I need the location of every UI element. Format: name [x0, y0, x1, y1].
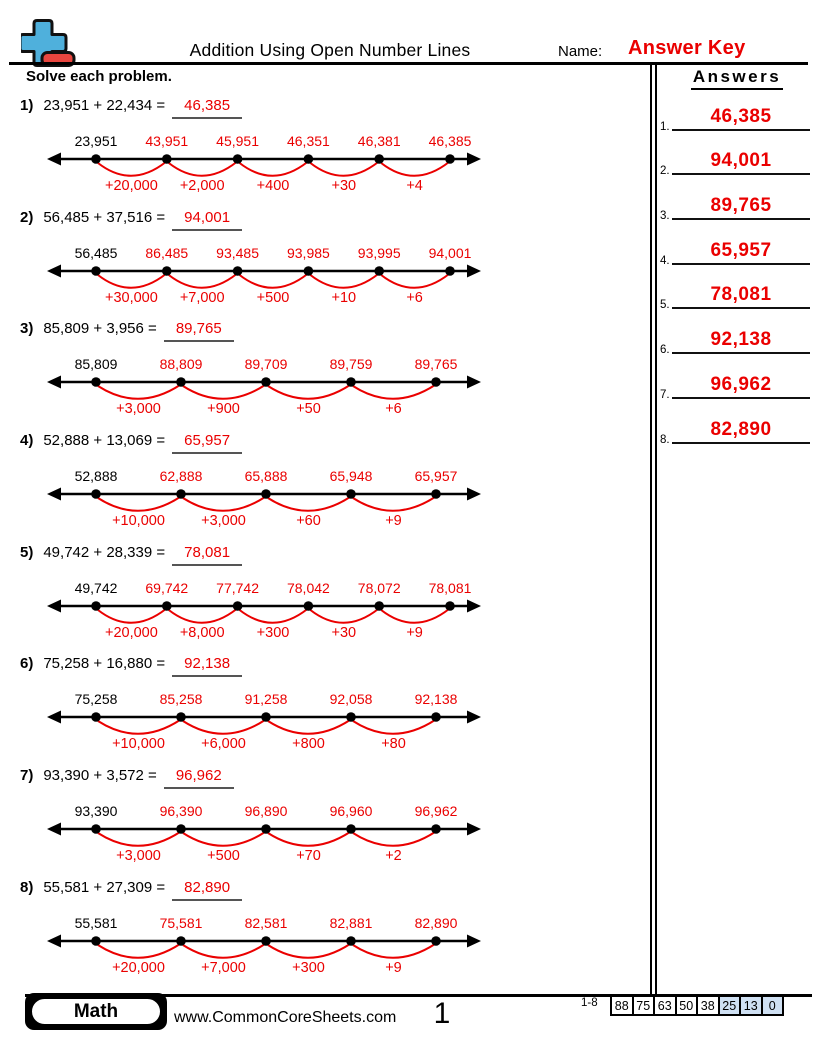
- answer-value: 89,765: [175, 320, 222, 338]
- problem-5: [18, 542, 648, 654]
- hop-arc: [381, 274, 449, 288]
- hop-label: +10: [331, 289, 357, 306]
- hop-label: +30,000: [104, 289, 158, 306]
- hop-arc: [98, 720, 180, 734]
- point-dot: [162, 154, 172, 164]
- point-dot: [374, 266, 384, 276]
- hop-label: +10,000: [112, 513, 165, 530]
- hop-arc: [353, 832, 435, 846]
- answer-item-6: [658, 316, 816, 361]
- problem-number: 4): [20, 432, 34, 450]
- point-dot: [91, 824, 101, 834]
- point-dot: [261, 936, 271, 946]
- point-dot: [176, 713, 186, 723]
- hop-label: +2,000: [179, 178, 225, 194]
- problem-expression: 75,258 + 16,880 =: [43, 655, 166, 673]
- answers-heading: Answers: [658, 67, 816, 93]
- answer-item-1: [658, 93, 816, 138]
- problem-statement: [18, 767, 648, 787]
- point-dot: [176, 489, 186, 499]
- hop-label: +6: [406, 289, 423, 306]
- point-label: 93,390: [74, 803, 118, 820]
- problem-6: [18, 653, 648, 765]
- right-arrow-icon: [467, 153, 481, 166]
- problem-number: 1): [20, 97, 34, 114]
- left-arrow-icon: [47, 264, 61, 277]
- hop-arc: [381, 609, 449, 623]
- point-dot: [431, 713, 441, 723]
- point-dot: [304, 601, 314, 611]
- problem-statement: [18, 209, 648, 229]
- hop-arc: [183, 385, 265, 399]
- hop-arc: [98, 609, 166, 623]
- point-label: 49,742: [74, 579, 118, 596]
- point-dot: [431, 489, 441, 499]
- answers-panel: [658, 67, 816, 451]
- point-dot: [445, 601, 455, 611]
- answer-value: 96,962: [175, 767, 222, 785]
- hop-label: +3,000: [201, 513, 246, 530]
- left-arrow-icon: [47, 823, 61, 836]
- answers-divider: [650, 65, 657, 994]
- point-dot: [162, 601, 172, 611]
- point-label: 82,581: [244, 914, 288, 931]
- hop-label: +500: [207, 848, 240, 865]
- hop-arc: [310, 162, 378, 176]
- point-label: 75,258: [74, 691, 118, 708]
- hop-arc: [381, 162, 449, 176]
- point-dot: [91, 378, 101, 388]
- point-label: 78,081: [428, 579, 472, 596]
- answer-blank: [172, 879, 242, 901]
- score-cell: 50: [676, 996, 698, 1015]
- point-dot: [162, 266, 172, 276]
- answer-item-7: [658, 361, 816, 406]
- answer-key-value: 89,765: [710, 195, 772, 217]
- answer-key-value: 65,957: [710, 239, 772, 261]
- score-cell: 25: [719, 996, 741, 1015]
- problem-number: 2): [20, 208, 34, 226]
- score-cell: 63: [654, 996, 676, 1015]
- point-label: 65,957: [414, 468, 458, 485]
- hop-arc: [98, 497, 180, 511]
- problem-7: [18, 765, 648, 877]
- point-label: 75,581: [159, 914, 203, 931]
- hop-arc: [98, 832, 180, 846]
- problem-statement: [18, 320, 648, 340]
- point-label: 92,058: [329, 691, 373, 708]
- answer-key-value: 94,001: [710, 150, 772, 172]
- score-row: [611, 996, 783, 1015]
- number-line: [46, 229, 482, 311]
- point-dot: [304, 266, 314, 276]
- problem-statement: [18, 655, 648, 675]
- answer-blank: [172, 432, 242, 454]
- left-arrow-icon: [47, 153, 61, 166]
- answer-number: 3.: [660, 210, 670, 223]
- point-dot: [374, 154, 384, 164]
- point-label: 85,258: [159, 691, 203, 708]
- point-label: 86,485: [145, 244, 189, 261]
- hop-arc: [268, 832, 350, 846]
- number-line: [46, 340, 482, 422]
- point-dot: [233, 601, 243, 611]
- point-label: 77,742: [216, 579, 260, 596]
- hop-arc: [98, 385, 180, 399]
- hop-arc: [183, 720, 265, 734]
- left-arrow-icon: [47, 599, 61, 612]
- point-dot: [431, 824, 441, 834]
- problem-expression: 85,809 + 3,956 =: [43, 320, 157, 338]
- answer-rule: [672, 240, 810, 265]
- point-label: 93,485: [216, 244, 260, 261]
- header-rule: [9, 62, 808, 65]
- point-label: 43,951: [145, 133, 189, 149]
- left-arrow-icon: [47, 934, 61, 947]
- problem-4: [18, 430, 648, 542]
- hop-arc: [98, 162, 166, 176]
- point-label: 65,948: [329, 468, 373, 485]
- website-text: www.CommonCoreSheets.com: [174, 1009, 397, 1026]
- hop-label: +30: [331, 624, 357, 641]
- answer-blank: [172, 97, 242, 119]
- point-label: 96,962: [414, 803, 458, 820]
- point-dot: [304, 154, 314, 164]
- hop-label: +7,000: [201, 959, 246, 976]
- hop-label: +70: [296, 848, 321, 865]
- hop-arc: [353, 497, 435, 511]
- hop-label: +9: [385, 959, 402, 976]
- answer-rule: [672, 329, 810, 354]
- number-line: [46, 899, 482, 981]
- answer-key-value: 78,081: [710, 284, 772, 306]
- point-dot: [346, 713, 356, 723]
- hop-label: +8,000: [179, 624, 225, 641]
- answer-item-5: [658, 272, 816, 317]
- hop-arc: [268, 385, 350, 399]
- answer-rule: [672, 195, 810, 220]
- point-label: 88,809: [159, 356, 203, 373]
- hop-arc: [183, 944, 265, 958]
- answer-number: 4.: [660, 254, 670, 267]
- hop-label: +7,000: [179, 289, 225, 306]
- point-label: 93,995: [357, 244, 401, 261]
- point-label: 91,258: [244, 691, 288, 708]
- number-line: [46, 675, 482, 757]
- hop-arc: [169, 274, 237, 288]
- point-dot: [91, 266, 101, 276]
- score-cell: 13: [740, 996, 762, 1015]
- problem-expression: 55,581 + 27,309 =: [43, 878, 166, 896]
- problem-3: [18, 318, 648, 430]
- hop-label: +20,000: [104, 624, 158, 641]
- point-label: 69,742: [145, 579, 189, 596]
- answer-number: 2.: [660, 165, 670, 178]
- hop-arc: [169, 162, 237, 176]
- page-number: 1: [433, 997, 451, 1030]
- point-dot: [346, 936, 356, 946]
- hop-label: +80: [381, 736, 406, 753]
- answer-blank: [164, 320, 234, 342]
- name-label: Name:: [558, 43, 603, 60]
- answer-item-4: [658, 227, 816, 272]
- worksheet-title: Addition Using Open Number Lines: [189, 40, 471, 60]
- point-label: 56,485: [74, 244, 118, 261]
- number-line: [46, 117, 482, 199]
- answer-value: 78,081: [184, 543, 231, 561]
- hop-arc: [240, 162, 308, 176]
- point-dot: [261, 713, 271, 723]
- number-line: [46, 787, 482, 869]
- answer-value: 92,138: [184, 655, 231, 673]
- point-dot: [233, 266, 243, 276]
- hop-arc: [268, 497, 350, 511]
- score-table: [610, 995, 784, 1016]
- left-arrow-icon: [47, 488, 61, 501]
- problem-expression: 93,390 + 3,572 =: [43, 767, 157, 785]
- point-label: 78,072: [357, 579, 401, 596]
- problem-statement: [18, 432, 648, 452]
- hop-arc: [310, 609, 378, 623]
- hop-label: +9: [385, 513, 402, 530]
- point-label: 96,890: [244, 803, 288, 820]
- hop-arc: [169, 609, 237, 623]
- hop-arc: [183, 832, 265, 846]
- answer-item-3: [658, 182, 816, 227]
- hop-label: +800: [292, 736, 325, 753]
- hop-label: +30: [331, 178, 357, 194]
- hop-label: +20,000: [104, 178, 158, 194]
- hop-label: +9: [406, 624, 423, 641]
- problem-2: [18, 207, 648, 319]
- right-arrow-icon: [467, 264, 481, 277]
- problem-statement: [18, 544, 648, 564]
- point-label: 92,138: [414, 691, 458, 708]
- answer-number: 8.: [660, 433, 670, 446]
- answer-number: 1.: [660, 120, 670, 133]
- hop-arc: [268, 720, 350, 734]
- math-badge: [25, 993, 167, 1030]
- answer-value: 46,385: [184, 97, 231, 114]
- point-dot: [91, 936, 101, 946]
- answer-item-2: [658, 138, 816, 183]
- hop-label: +10,000: [112, 736, 165, 753]
- point-dot: [91, 489, 101, 499]
- hop-label: +60: [296, 513, 321, 530]
- answers-list: [658, 93, 816, 451]
- point-dot: [431, 378, 441, 388]
- score-cell: 75: [633, 996, 655, 1015]
- problem-number: 6): [20, 655, 34, 673]
- problem-expression: 23,951 + 22,434 =: [43, 97, 166, 114]
- point-label: 46,351: [286, 133, 330, 149]
- point-dot: [261, 824, 271, 834]
- point-label: 62,888: [159, 468, 203, 485]
- point-dot: [445, 266, 455, 276]
- hop-arc: [268, 944, 350, 958]
- left-arrow-icon: [47, 711, 61, 724]
- right-arrow-icon: [467, 711, 481, 724]
- point-label: 93,985: [286, 244, 330, 261]
- point-dot: [91, 154, 101, 164]
- problem-number: 3): [20, 320, 34, 338]
- point-dot: [374, 601, 384, 611]
- point-label: 89,709: [244, 356, 288, 373]
- hop-arc: [98, 274, 166, 288]
- number-line: [46, 452, 482, 534]
- answer-item-8: [658, 406, 816, 451]
- right-arrow-icon: [467, 488, 481, 501]
- hop-arc: [310, 274, 378, 288]
- number-line: [46, 564, 482, 646]
- answer-value: 82,890: [184, 878, 231, 896]
- answer-key-value: 96,962: [710, 373, 772, 395]
- hop-arc: [240, 609, 308, 623]
- point-label: 89,759: [329, 356, 373, 373]
- hop-arc: [353, 720, 435, 734]
- point-dot: [176, 936, 186, 946]
- hop-label: +300: [292, 959, 325, 976]
- point-label: 89,765: [414, 356, 458, 373]
- hop-label: +300: [256, 624, 290, 641]
- point-dot: [261, 378, 271, 388]
- problem-statement: [18, 879, 648, 899]
- score-cell: 88: [611, 996, 633, 1015]
- problem-number: 7): [20, 767, 34, 785]
- answer-number: 6.: [660, 344, 670, 357]
- problem-expression: 52,888 + 13,069 =: [43, 432, 166, 450]
- hop-label: +6,000: [201, 736, 246, 753]
- answer-key-value: 46,385: [710, 105, 772, 127]
- score-cell: 38: [697, 996, 719, 1015]
- point-label: 46,385: [428, 133, 472, 149]
- hop-label: +3,000: [116, 401, 161, 418]
- answer-value: 65,957: [184, 432, 231, 450]
- point-dot: [261, 489, 271, 499]
- point-label: 46,381: [357, 133, 401, 149]
- answer-blank: [164, 767, 234, 789]
- point-dot: [91, 713, 101, 723]
- hop-label: +4: [406, 178, 423, 194]
- right-arrow-icon: [467, 823, 481, 836]
- right-arrow-icon: [467, 376, 481, 389]
- problem-number: 5): [20, 543, 34, 561]
- point-dot: [176, 824, 186, 834]
- answer-rule: [672, 150, 810, 175]
- problem-1: [18, 95, 648, 207]
- answer-number: 7.: [660, 388, 670, 401]
- score-range-label: 1-8: [581, 997, 598, 1009]
- hop-arc: [183, 497, 265, 511]
- problem-number: 8): [20, 878, 34, 896]
- point-dot: [233, 154, 243, 164]
- problem-8: [18, 877, 648, 989]
- point-dot: [346, 489, 356, 499]
- point-dot: [176, 378, 186, 388]
- point-label: 45,951: [216, 133, 260, 149]
- left-arrow-icon: [47, 376, 61, 389]
- hop-label: +900: [207, 401, 240, 418]
- problems-area: [18, 95, 648, 989]
- answer-key-value: 82,890: [710, 418, 772, 440]
- answer-rule: [672, 419, 810, 444]
- answer-rule: [672, 106, 810, 131]
- point-label: 52,888: [74, 468, 118, 485]
- answer-blank: [172, 544, 242, 566]
- hop-arc: [98, 944, 180, 958]
- point-label: 82,881: [329, 914, 373, 931]
- point-dot: [431, 936, 441, 946]
- point-dot: [346, 378, 356, 388]
- point-label: 82,890: [414, 914, 458, 931]
- point-label: 85,809: [74, 356, 118, 373]
- point-label: 96,390: [159, 803, 203, 820]
- hop-label: +400: [256, 178, 290, 194]
- problem-statement: [18, 97, 648, 117]
- answer-rule: [672, 284, 810, 309]
- point-label: 78,042: [286, 579, 330, 596]
- hop-arc: [353, 944, 435, 958]
- point-label: 65,888: [244, 468, 288, 485]
- score-cell: 0: [762, 996, 784, 1015]
- answer-blank: [172, 209, 242, 231]
- point-label: 96,960: [329, 803, 373, 820]
- hop-arc: [240, 274, 308, 288]
- hop-arc: [353, 385, 435, 399]
- point-dot: [445, 154, 455, 164]
- point-label: 94,001: [428, 244, 472, 261]
- math-badge-label: Math: [30, 997, 162, 1026]
- hop-label: +50: [296, 401, 321, 418]
- instructions-text: Solve each problem.: [26, 68, 172, 85]
- hop-label: +2: [385, 848, 402, 865]
- hop-label: +500: [256, 289, 290, 306]
- answer-key-text: Answer Key: [628, 37, 746, 59]
- answer-number: 5.: [660, 299, 670, 312]
- hop-label: +20,000: [112, 959, 165, 976]
- point-label: 55,581: [74, 914, 118, 931]
- hop-label: +6: [385, 401, 402, 418]
- right-arrow-icon: [467, 599, 481, 612]
- hop-label: +3,000: [116, 848, 161, 865]
- problem-expression: 49,742 + 28,339 =: [43, 543, 166, 561]
- point-dot: [346, 824, 356, 834]
- problem-expression: 56,485 + 37,516 =: [43, 208, 166, 226]
- answer-blank: [172, 655, 242, 677]
- point-dot: [91, 601, 101, 611]
- answer-key-value: 92,138: [710, 329, 772, 351]
- right-arrow-icon: [467, 934, 481, 947]
- answer-value: 94,001: [184, 208, 231, 226]
- point-label: 23,951: [74, 133, 118, 149]
- answer-rule: [672, 374, 810, 399]
